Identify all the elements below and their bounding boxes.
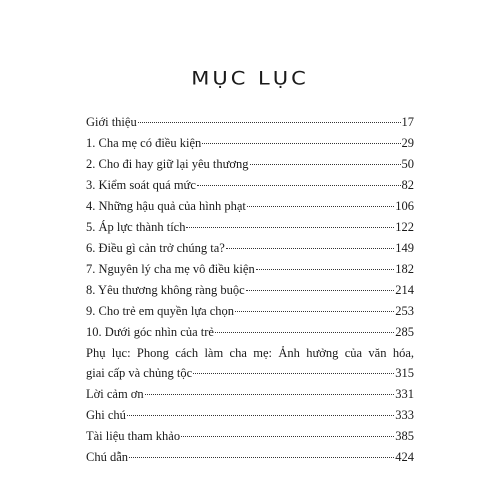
- toc-entry-label: Ghi chú: [86, 408, 126, 422]
- dot-leader: [246, 289, 395, 291]
- dot-leader: [181, 435, 394, 437]
- toc-entry-page: 285: [395, 325, 414, 339]
- toc-entry: [86, 426, 414, 447]
- toc-entry-label: Tài liệu tham khảo: [86, 429, 181, 443]
- dot-leader: [193, 372, 394, 374]
- toc-entry-label: 6. Điều gì cản trở chúng ta?: [86, 241, 225, 255]
- dot-leader: [250, 163, 401, 165]
- toc-entry-page: 424: [395, 450, 414, 464]
- toc-entry-appendix: [86, 343, 414, 384]
- toc-entry: [86, 322, 414, 343]
- toc-entry-page: 214: [395, 283, 414, 297]
- toc-entry-page: 385: [395, 429, 414, 443]
- toc-title: MỤC LỤC: [191, 67, 309, 89]
- appendix-line-1: Phụ lục: Phong cách làm cha mẹ: Ảnh hưởng của văn hóa,: [86, 346, 414, 360]
- dot-leader: [202, 142, 400, 144]
- toc-entry-label: Chú dẫn: [86, 450, 129, 464]
- dot-leader: [247, 205, 394, 207]
- toc-entry: [86, 154, 414, 175]
- toc-entry-label: Lời cảm ơn: [86, 387, 144, 401]
- toc-entry-page: 315: [395, 366, 414, 380]
- toc-entry: [86, 217, 414, 238]
- toc-entry: [86, 280, 414, 301]
- dot-leader: [127, 414, 394, 416]
- appendix-line-2-row: [86, 363, 414, 384]
- toc-entry-page: 333: [395, 408, 414, 422]
- toc-entry: [86, 384, 414, 405]
- toc-entry: [86, 112, 414, 133]
- toc-entry-label: 8. Yêu thương không ràng buộc: [86, 283, 245, 297]
- toc-entry-page: 82: [401, 178, 414, 192]
- toc-entry: [86, 405, 414, 426]
- dot-leader: [235, 310, 394, 312]
- toc-entry-page: 182: [395, 262, 414, 276]
- toc-entry: [86, 238, 414, 259]
- appendix-line-2: giai cấp và chủng tộc: [86, 366, 193, 380]
- toc-entry: [86, 447, 414, 468]
- toc-entry-page: 253: [395, 304, 414, 318]
- toc-entry: [86, 133, 414, 154]
- dot-leader: [197, 184, 401, 186]
- table-of-contents: [86, 112, 414, 468]
- toc-entry-page: 149: [395, 241, 414, 255]
- dot-leader: [138, 121, 401, 123]
- toc-entry-label: 5. Áp lực thành tích: [86, 220, 186, 234]
- toc-entry-page: 17: [401, 115, 414, 129]
- dot-leader: [215, 331, 394, 333]
- toc-entry-page: 106: [395, 199, 414, 213]
- toc-entry-page: 331: [395, 387, 414, 401]
- toc-entry: [86, 259, 414, 280]
- toc-entry: [86, 175, 414, 196]
- toc-entry-label: 9. Cho trẻ em quyền lựa chọn: [86, 304, 235, 318]
- toc-entry-page: 122: [395, 220, 414, 234]
- toc-entry: [86, 301, 414, 322]
- toc-entry-label: 3. Kiểm soát quá mức: [86, 178, 196, 192]
- toc-entry-label: 4. Những hậu quả của hình phạt: [86, 199, 246, 213]
- dot-leader: [129, 456, 394, 458]
- toc-entry-label: Giới thiệu: [86, 115, 137, 129]
- dot-leader: [186, 226, 394, 228]
- toc-entry-label: 1. Cha mẹ có điều kiện: [86, 136, 202, 150]
- toc-entry-label: 10. Dưới góc nhìn của trẻ: [86, 325, 214, 339]
- dot-leader: [226, 247, 394, 249]
- toc-entry-label: 2. Cho đi hay giữ lại yêu thương: [86, 157, 249, 171]
- toc-entry-page: 50: [401, 157, 414, 171]
- toc-entry-page: 29: [401, 136, 414, 150]
- toc-entry-label: 7. Nguyên lý cha mẹ vô điều kiện: [86, 262, 255, 276]
- dot-leader: [256, 268, 395, 270]
- toc-entry: [86, 196, 414, 217]
- dot-leader: [145, 393, 395, 395]
